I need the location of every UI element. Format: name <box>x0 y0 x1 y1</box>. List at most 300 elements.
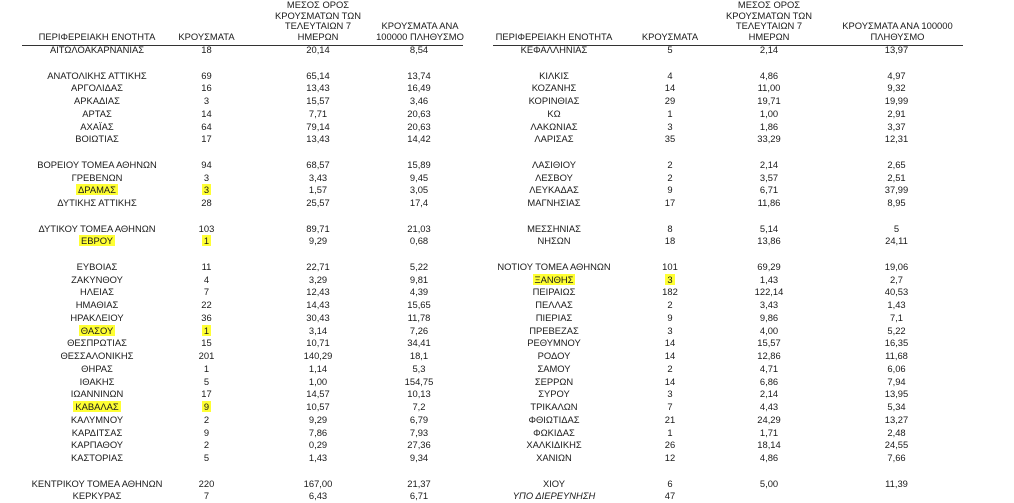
table-row <box>0 184 1014 197</box>
table-row <box>0 223 1014 236</box>
cell-cases <box>628 350 712 363</box>
cell-cases-value: 2 <box>667 362 673 374</box>
cell-region <box>493 159 615 172</box>
cell-cases-value: 94 <box>201 158 212 170</box>
cell-per100k-value: 20,63 <box>407 107 431 119</box>
cell-cases <box>628 363 712 376</box>
table-row <box>0 197 1014 210</box>
cell-per100k-value: 2,48 <box>887 426 906 438</box>
cell-avg7-value: 5,14 <box>759 222 779 234</box>
cell-region-value: ΠΕΙΡΑΙΩΣ <box>532 286 576 298</box>
cell-region-value: ΕΒΡΟΥ <box>80 235 113 247</box>
cell-region <box>493 376 615 389</box>
table-row <box>0 350 1014 363</box>
cell-region-value: ΛΕΣΒΟΥ <box>535 171 573 183</box>
cell-avg7-value: 3,29 <box>308 273 328 285</box>
cell-avg7-value: 9,29 <box>308 413 328 425</box>
header-per100k-label: ΚΡΟΥΣΜΑΤΑ ΑΝΑ 100000 ΠΛΗΘΥΣΜΟ <box>842 20 953 43</box>
cell-region <box>493 184 615 197</box>
cell-cases-value: 18 <box>664 235 676 247</box>
cell-per100k <box>830 95 963 108</box>
cell-avg7-value: 2,14 <box>759 388 779 400</box>
cell-per100k <box>830 427 963 440</box>
cell-cases-value: 5 <box>203 375 210 387</box>
cell-region <box>493 172 615 185</box>
cell-per100k <box>830 312 963 325</box>
cell-cases-value: 6 <box>667 477 673 489</box>
cell-per100k-value: 10,13 <box>407 388 431 400</box>
cell-cases-value: 14 <box>664 375 676 387</box>
cell-region <box>493 133 615 146</box>
cell-cases-value: 17 <box>664 197 676 208</box>
table-row <box>0 452 1014 465</box>
cell-region-value: ΚΑΣΤΟΡΙΑΣ <box>70 452 124 463</box>
cell-avg7 <box>727 325 811 338</box>
cell-per100k-value: 9,81 <box>409 273 429 285</box>
cell-cases <box>628 337 712 350</box>
cell-cases <box>628 427 712 440</box>
table-row <box>0 465 1014 478</box>
cell-region-value: ΔΥΤΙΚΟΥ ΤΟΜΕΑ ΑΘΗΝΩΝ <box>38 222 156 234</box>
cell-region <box>493 223 615 236</box>
cell-cases-value: 12 <box>664 452 676 463</box>
cell-cases-value: 17 <box>201 388 212 400</box>
cell-per100k <box>830 299 963 312</box>
table-row <box>0 337 1014 350</box>
cell-avg7-value: 4,43 <box>759 401 779 412</box>
cell-cases-value: 21 <box>664 413 676 425</box>
cell-region-value: ΗΜΑΘΙΑΣ <box>75 299 119 310</box>
cell-avg7-value: 1,86 <box>759 120 779 132</box>
cell-per100k-value: 19,06 <box>884 260 909 272</box>
cell-avg7-value: 6,43 <box>308 490 328 502</box>
cell-per100k <box>830 261 963 274</box>
cell-per100k <box>830 133 963 146</box>
cell-region-value: ΛΑΣΙΘΙΟΥ <box>531 158 577 170</box>
cell-cases-value: 3 <box>203 171 210 183</box>
cell-per100k-value: 17,4 <box>409 197 429 208</box>
cell-cases-value: 9 <box>203 401 210 412</box>
cell-avg7 <box>727 414 811 427</box>
cell-avg7 <box>727 70 811 83</box>
cell-region <box>493 325 615 338</box>
cell-per100k-value: 6,71 <box>409 490 429 502</box>
cell-avg7-value: 11,86 <box>757 197 781 208</box>
cell-cases-value: 14 <box>201 107 212 119</box>
cell-avg7 <box>727 312 811 325</box>
cell-per100k <box>830 337 963 350</box>
cell-cases-value: 4 <box>667 69 673 81</box>
cell-region-value: ΧΑΝΙΩΝ <box>536 452 572 463</box>
cell-avg7-value: 14,43 <box>306 299 330 310</box>
cell-per100k-value: 13,27 <box>884 413 909 425</box>
cell-region <box>493 82 615 95</box>
cell-avg7 <box>727 401 811 414</box>
cell-per100k-value: 7,26 <box>409 324 429 336</box>
table-row <box>0 82 1014 95</box>
cell-region-value: ΜΕΣΣΗΝΙΑΣ <box>527 222 581 234</box>
cell-region-value: ΥΠΟ ΔΙΕΡΕΥΝΗΣΗ <box>512 490 596 502</box>
cell-cases-value: 7 <box>203 286 210 298</box>
cell-cases <box>628 414 712 427</box>
cell-cases <box>628 121 712 134</box>
cell-avg7-value: 18,14 <box>757 439 781 451</box>
cell-avg7-value: 3,43 <box>759 299 779 310</box>
cell-per100k <box>830 108 963 121</box>
cell-per100k-value: 154,75 <box>404 375 434 387</box>
cell-avg7 <box>727 363 811 376</box>
cell-region-value: ΚΕΡΚΥΡΑΣ <box>72 490 122 502</box>
cell-cases <box>628 452 712 465</box>
cell-per100k-value: 5,34 <box>887 401 906 412</box>
cell-avg7 <box>727 133 811 146</box>
cell-avg7-value: 5,00 <box>759 477 779 489</box>
cell-cases <box>628 261 712 274</box>
cell-cases-value: 26 <box>664 439 676 451</box>
cell-per100k <box>830 44 963 57</box>
cell-per100k-value: 20,63 <box>407 120 431 132</box>
cell-per100k-value: 2,51 <box>887 171 906 183</box>
cell-region <box>493 286 615 299</box>
cell-per100k-value: 0,68 <box>409 235 429 247</box>
cell-cases-value: 4 <box>203 273 210 285</box>
cell-per100k <box>830 159 963 172</box>
table-row <box>0 401 1014 414</box>
cell-region-value: ΙΩΑΝΝΙΝΩΝ <box>70 388 124 400</box>
table-row <box>0 363 1014 376</box>
cell-per100k-value: 9,32 <box>887 82 906 94</box>
cell-region-value: ΑΝΑΤΟΛΙΚΗΣ ΑΤΤΙΚΗΣ <box>47 69 147 81</box>
cell-cases <box>628 70 712 83</box>
cell-cases-value: 64 <box>201 120 212 132</box>
cell-cases <box>628 401 712 414</box>
cell-per100k <box>830 121 963 134</box>
cell-region-value: ΣΕΡΡΩΝ <box>534 375 574 387</box>
cell-region <box>493 299 615 312</box>
cell-avg7-value: 4,71 <box>759 362 779 374</box>
cell-avg7-value: 3,43 <box>308 171 328 183</box>
cell-cases-value: 22 <box>201 299 212 310</box>
cell-cases-value: 29 <box>664 95 676 106</box>
cell-cases-value: 103 <box>198 222 215 234</box>
table-row <box>0 248 1014 261</box>
cell-cases-value: 3 <box>667 324 673 336</box>
cell-per100k <box>830 70 963 83</box>
cell-avg7-value: 1,71 <box>759 426 779 438</box>
cell-per100k-value: 3,37 <box>887 120 906 132</box>
cell-per100k-value: 2,65 <box>887 158 906 170</box>
cell-region <box>493 312 615 325</box>
cell-region-value: ΑΡΤΑΣ <box>82 107 112 119</box>
cell-cases-value: 36 <box>201 311 212 323</box>
cell-per100k-value: 7,93 <box>409 426 429 438</box>
cell-cases-value: 3 <box>667 388 673 400</box>
cell-avg7-value: 6,71 <box>759 184 779 196</box>
cell-region-value: ΚΑΡΔΙΤΣΑΣ <box>71 426 123 438</box>
cell-cases-value: 7 <box>667 401 673 412</box>
cell-cases-value: 5 <box>667 44 673 55</box>
cell-cases-value: 3 <box>203 95 210 106</box>
cell-per100k <box>830 223 963 236</box>
cell-region <box>493 274 615 287</box>
table-row <box>0 286 1014 299</box>
cell-region-value: ΚΙΛΚΙΣ <box>539 69 569 81</box>
cell-region <box>493 439 615 452</box>
cell-cases <box>628 172 712 185</box>
cell-avg7-value: 13,43 <box>306 133 330 145</box>
cell-avg7-value: 20,14 <box>306 44 330 55</box>
cell-per100k-value: 7,2 <box>412 401 426 412</box>
cell-region <box>493 121 615 134</box>
table-row <box>0 146 1014 159</box>
cell-region-value: ΚΑΒΑΛΑΣ <box>75 401 119 412</box>
table-row <box>0 95 1014 108</box>
cell-cases <box>628 376 712 389</box>
cell-avg7-value: 3,57 <box>759 171 779 183</box>
cell-avg7 <box>727 388 811 401</box>
cell-cases <box>628 312 712 325</box>
cell-per100k-value: 7,94 <box>887 375 906 387</box>
cell-region-value: ΚΕΦΑΛΛΗΝΙΑΣ <box>520 44 588 55</box>
cell-region-value: ΗΛΕΙΑΣ <box>80 286 114 298</box>
cell-region-value: ΘΕΣΠΡΩΤΙΑΣ <box>67 337 127 349</box>
cell-per100k-value: 21,37 <box>407 477 431 489</box>
cell-avg7-value: 9,29 <box>308 235 328 247</box>
cell-cases-value: 8 <box>667 222 673 234</box>
cell-avg7-value: 15,57 <box>306 95 330 106</box>
cell-region-value: ΜΑΓΝΗΣΙΑΣ <box>527 197 581 208</box>
cell-per100k-value: 6,79 <box>409 413 429 425</box>
cell-per100k-value: 5 <box>893 222 900 234</box>
cell-cases-value: 9 <box>667 311 673 323</box>
cell-cases-value: 11 <box>201 260 212 272</box>
cell-per100k-value: 15,89 <box>407 158 431 170</box>
cell-region-value: ΚΩ <box>547 107 561 119</box>
cell-avg7 <box>727 108 811 121</box>
cell-per100k <box>830 401 963 414</box>
cell-avg7-value: 12,43 <box>306 286 330 298</box>
cell-per100k <box>830 414 963 427</box>
cell-region-value: ΚΕΝΤΡΙΚΟΥ ΤΟΜΕΑ ΑΘΗΝΩΝ <box>31 477 163 489</box>
cell-per100k-value: 9,45 <box>409 171 429 183</box>
header-per100k-label: ΚΡΟΥΣΜΑΤΑ ΑΝΑ 100000 ΠΛΗΘΥΣΜΟ <box>376 20 464 43</box>
cell-region <box>493 95 615 108</box>
cell-avg7-value: 10,57 <box>306 401 330 412</box>
cell-cases-value: 28 <box>201 197 212 208</box>
cell-per100k <box>830 274 963 287</box>
cell-cases-value: 3 <box>667 120 673 132</box>
cell-per100k-value: 19,99 <box>884 95 909 106</box>
table-row <box>0 235 1014 248</box>
cell-region <box>493 452 615 465</box>
cell-per100k-value: 4,97 <box>887 69 906 81</box>
cell-per100k-value: 4,39 <box>409 286 429 298</box>
cell-region-value: ΣΑΜΟΥ <box>537 362 571 374</box>
table-row <box>0 388 1014 401</box>
cell-avg7-value: 0,29 <box>308 439 328 451</box>
header-avg7-label: ΜΕΣΟΣ ΟΡΟΣ ΚΡΟΥΣΜΑΤΩΝ ΤΩΝ ΤΕΛΕΥΤΑΙΩΝ 7 ΗΜΕΡΩΝ <box>725 0 813 43</box>
cell-per100k <box>830 350 963 363</box>
header-region <box>493 0 615 43</box>
cell-avg7 <box>727 286 811 299</box>
cell-region-value: ΡΕΘΥΜΝΟΥ <box>527 337 581 349</box>
cell-region-value: ΘΕΣΣΑΛΟΝΙΚΗΣ <box>60 350 134 361</box>
cell-cases <box>628 299 712 312</box>
cell-avg7 <box>727 350 811 363</box>
cell-avg7 <box>727 439 811 452</box>
header-avg7 <box>721 0 817 43</box>
cell-per100k-value: 24,11 <box>885 235 908 247</box>
cell-cases-value: 3 <box>203 184 210 196</box>
header-region-label: ΠΕΡΙΦΕΡΕΙΑΚΗ ΕΝΟΤΗΤΑ <box>38 31 156 43</box>
cell-region-value: ΘΑΣΟΥ <box>80 324 114 336</box>
cell-cases-value: 16 <box>201 82 212 94</box>
cell-avg7-value: 89,71 <box>306 222 330 234</box>
cell-avg7 <box>727 121 811 134</box>
cell-cases <box>628 82 712 95</box>
cell-avg7-value: 4,86 <box>759 452 779 463</box>
cell-per100k <box>830 82 963 95</box>
cell-region-value: ΚΟΖΑΝΗΣ <box>531 82 577 94</box>
cell-region-value: ΚΑΡΠΑΘΟΥ <box>70 439 124 451</box>
cell-cases-value: 1 <box>203 324 210 336</box>
cell-per100k-value: 5,22 <box>887 324 906 336</box>
cell-cases-value: 14 <box>664 337 676 349</box>
cell-per100k <box>830 197 963 210</box>
cell-region <box>493 108 615 121</box>
cell-region <box>493 70 615 83</box>
cell-region-value: ΞΑΝΘΗΣ <box>534 273 574 285</box>
cell-avg7-value: 25,57 <box>306 197 330 208</box>
cell-region-value: ΕΥΒΟΙΑΣ <box>76 260 118 272</box>
table-row <box>0 159 1014 172</box>
cell-avg7-value: 3,14 <box>308 324 328 336</box>
cell-cases-value: 15 <box>201 337 212 349</box>
header-avg7-label: ΜΕΣΟΣ ΟΡΟΣ ΚΡΟΥΣΜΑΤΩΝ ΤΩΝ ΤΕΛΕΥΤΑΙΩΝ 7 ΗΜΕΡΩΝ <box>274 0 362 43</box>
cell-cases <box>628 133 712 146</box>
cell-avg7 <box>727 274 811 287</box>
cell-region-value: ΛΕΥΚΑΔΑΣ <box>529 184 579 196</box>
table-row <box>0 70 1014 83</box>
cell-per100k-value: 16,49 <box>407 82 431 94</box>
cell-region-value: ΑΡΚΑΔΙΑΣ <box>74 95 120 106</box>
cell-avg7-value: 1,14 <box>308 362 328 374</box>
cell-per100k-value: 5,3 <box>412 362 426 374</box>
cell-avg7-value: 2,14 <box>759 44 779 55</box>
table-row <box>0 325 1014 338</box>
cell-region-value: ΑΧΑΪΑΣ <box>80 120 114 132</box>
cell-per100k-value: 3,46 <box>409 95 429 106</box>
cell-cases-value: 3 <box>667 273 673 285</box>
header-avg7 <box>264 0 372 43</box>
cell-region-value: ΘΗΡΑΣ <box>81 362 113 374</box>
cell-per100k <box>830 452 963 465</box>
cell-region-value: ΣΥΡΟΥ <box>538 388 570 400</box>
cell-per100k-value: 7,66 <box>887 452 906 463</box>
table-row <box>0 376 1014 389</box>
cell-per100k-value: 40,53 <box>884 286 909 298</box>
cell-avg7-value: 24,29 <box>757 413 781 425</box>
cell-per100k <box>830 363 963 376</box>
cell-per100k-value: 34,41 <box>407 337 431 349</box>
cell-avg7-value: 14,57 <box>306 388 330 400</box>
cell-avg7-value: 65,14 <box>306 69 330 81</box>
cell-cases-value: 1 <box>203 362 210 374</box>
cell-region-value: ΚΑΛΥΜΝΟΥ <box>70 413 124 425</box>
header-cases-label: ΚΡΟΥΣΜΑΤΑ <box>178 31 235 43</box>
cell-avg7-value: 69,29 <box>757 260 781 272</box>
cell-per100k-value: 7,1 <box>889 311 904 323</box>
cell-region-value: ΦΘΙΩΤΙΔΑΣ <box>528 413 580 425</box>
cell-cases <box>628 274 712 287</box>
cell-avg7-value: 13,43 <box>306 82 330 94</box>
cell-region <box>493 388 615 401</box>
cell-avg7 <box>727 223 811 236</box>
cell-per100k-value: 16,35 <box>884 337 909 349</box>
cell-avg7 <box>727 261 811 274</box>
cell-per100k <box>830 286 963 299</box>
cell-region <box>493 363 615 376</box>
cell-cases-value: 2 <box>667 171 673 183</box>
cell-cases <box>628 388 712 401</box>
cell-region-value: ΓΡΕΒΕΝΩΝ <box>71 171 123 183</box>
cell-avg7-value: 13,86 <box>757 235 781 247</box>
cell-avg7 <box>727 337 811 350</box>
cell-cases-value: 2 <box>667 158 673 170</box>
cell-avg7-value: 22,71 <box>306 260 330 272</box>
cell-avg7-value: 30,43 <box>306 311 330 323</box>
cell-region <box>493 478 615 491</box>
cell-cases <box>628 44 712 57</box>
cell-avg7-value: 1,00 <box>308 375 328 387</box>
cell-region-value: ΗΡΑΚΛΕΙΟΥ <box>70 311 124 323</box>
cell-cases-value: 1 <box>667 426 673 438</box>
cell-region-value: ΖΑΚΥΝΘΟΥ <box>71 273 123 285</box>
cell-cases-value: 7 <box>203 490 210 502</box>
table-row <box>0 261 1014 274</box>
cell-per100k <box>830 184 963 197</box>
cell-per100k-value: 18,1 <box>409 350 429 361</box>
cell-cases-value: 2 <box>203 439 210 451</box>
cell-region <box>493 414 615 427</box>
cell-cases <box>628 184 712 197</box>
table-row <box>0 44 1014 57</box>
cell-cases-value: 5 <box>203 452 210 463</box>
cell-per100k <box>830 325 963 338</box>
cell-per100k-value: 6,06 <box>887 362 906 374</box>
cell-cases <box>628 439 712 452</box>
cell-cases-value: 1 <box>667 107 673 119</box>
cell-region-value: ΤΡΙΚΑΛΩΝ <box>530 401 578 412</box>
cell-per100k-value: 11,39 <box>885 477 908 489</box>
cell-per100k-value: 13,97 <box>884 44 909 55</box>
cell-per100k-value: 1,43 <box>887 299 906 310</box>
header-cases-label: ΚΡΟΥΣΜΑΤΑ <box>641 31 699 43</box>
cell-region-value: ΝΟΤΙΟΥ ΤΟΜΕΑ ΑΘΗΝΩΝ <box>497 260 611 272</box>
cell-per100k-value: 13,95 <box>884 388 909 400</box>
cell-cases-value: 101 <box>662 260 678 272</box>
cell-region-value: ΡΟΔΟΥ <box>537 350 571 361</box>
cell-avg7 <box>727 197 811 210</box>
cell-per100k-value: 8,54 <box>409 44 429 55</box>
cell-region-value: ΙΘΑΚΗΣ <box>79 375 115 387</box>
cell-avg7-value: 1,43 <box>308 452 328 463</box>
header-per100k <box>826 0 969 43</box>
cell-cases-value: 35 <box>664 133 676 145</box>
cell-avg7 <box>727 235 811 248</box>
cell-avg7-value: 2,14 <box>759 158 779 170</box>
cell-cases-value: 14 <box>664 350 676 361</box>
